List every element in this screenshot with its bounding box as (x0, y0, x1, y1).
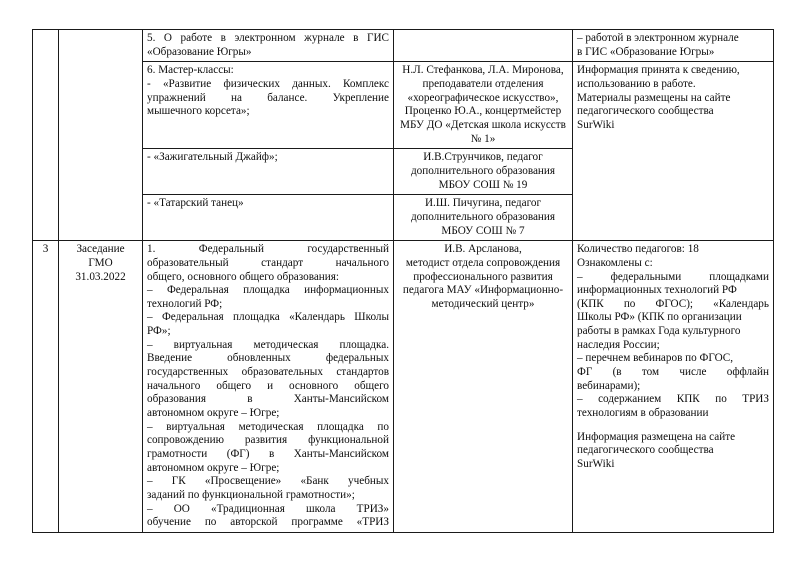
result-line: Количество педагогов: 18 (577, 243, 699, 256)
speaker-line: методист отдела сопровождения (405, 256, 561, 269)
result-line: Информация размещена на сайте (577, 430, 736, 443)
result-line: технологиям в образовании (577, 407, 709, 420)
table-row (33, 241, 774, 533)
topic-line: мышечного корсета»; (147, 105, 250, 118)
speaker-line: Проценко Ю.А., концертмейстер (404, 105, 562, 118)
row-speaker-cell (394, 195, 573, 241)
speaker-line: № 1» (470, 132, 496, 145)
row-result-cell (573, 62, 774, 241)
speaker-line: дополнительного образования (410, 164, 556, 177)
speaker-line: И.Ш. Пичугина, педагог (424, 197, 542, 210)
topic-line: обучение по авторской программе «ТРИЗ (147, 516, 389, 529)
result-line: работы в рамках Года культурного (577, 325, 741, 338)
result-line: Школы РФ» (КПК по организации (577, 311, 742, 324)
topic-line: - «Зажигательный Джайф»; (147, 151, 278, 164)
row-topic-cell (143, 62, 394, 149)
result-line: использованию в работе. (577, 77, 696, 90)
table-row (33, 62, 774, 149)
speaker-line: методический центр» (431, 297, 535, 310)
topic-line: общего, основного общего образования: (147, 270, 340, 283)
topic-line: автономном округе – Югре; (147, 461, 280, 474)
speaker-line: МБОУ СОШ № 7 (441, 224, 525, 237)
result-line: педагогического сообщества (577, 105, 714, 118)
topic-line: 1. Федеральный государственный (147, 243, 389, 256)
topic-line: – Федеральная площадка информационных (147, 284, 389, 297)
topic-line: Введение обновленных федеральных (147, 352, 389, 365)
row-speaker-cell (394, 149, 573, 195)
topic-line: 5. О работе в электронном журнале в ГИС (147, 32, 389, 44)
topic-line: образовательный стандарт начального (147, 256, 389, 269)
result-line: ФГ (в том числе оффлайн (577, 366, 769, 379)
date-line: Заседание ГМО (76, 243, 125, 269)
topic-line: автономном округе – Югре; (147, 407, 280, 420)
topic-line: - «Татарский танец» (147, 197, 244, 210)
topic-line: – ОО «Традиционная школа ТРИЗ» (147, 502, 389, 515)
speaker-line: МБОУ СОШ № 19 (438, 178, 528, 191)
row-topic-cell (143, 195, 394, 241)
result-blank-line (577, 421, 769, 431)
result-line: информационных технологий РФ (577, 284, 737, 297)
result-line: SurWiki (577, 458, 615, 471)
speaker-line: И.В.Струнчиков, педагог (423, 151, 543, 164)
row-topic-cell (143, 149, 394, 195)
result-line: (КПК по ФГОС); «Календарь (577, 297, 769, 310)
topic-line: упражнений на балансе. Укрепление (147, 91, 389, 104)
topic-line: – Федеральная площадка «Календарь Школы (147, 311, 389, 324)
speaker-line: дополнительного образования (410, 210, 556, 223)
row-speaker-cell (394, 62, 573, 149)
result-line: в ГИС «Образование Югры» (577, 45, 715, 58)
row-topic-cell (143, 241, 394, 533)
topic-line: – ГК «Просвещение» «Банк учебных (147, 475, 389, 488)
row-result-cell (573, 241, 774, 533)
result-line: – федеральными площадками (577, 270, 769, 283)
topic-line: «Образование Югры» (147, 45, 252, 58)
row-result-cell (573, 30, 774, 62)
speaker-line: МБУ ДО «Детская школа искусств (400, 118, 566, 131)
protocol-table (32, 29, 774, 533)
result-line: – содержанием КПК по ТРИЗ (577, 393, 769, 406)
topic-line: – виртуальная методическая площадка. (147, 338, 389, 351)
speaker-line: Н.Л. Стефанкова, Л.А. Миронова, (402, 64, 564, 77)
topic-line: государственных образовательных стандартов (147, 366, 389, 379)
result-line: – работой в электронном журнале (577, 32, 739, 44)
topic-line: - «Развитие физических данных. Комплекс (147, 77, 389, 90)
topic-line: 6. Мастер-классы: (147, 64, 234, 77)
row-speaker-cell (394, 30, 573, 62)
topic-line: образования в Ханты-Мансийском (147, 393, 389, 406)
row-speaker-cell (394, 241, 573, 533)
speaker-line: «хореографическое искусство», (407, 91, 559, 104)
result-line: наследия России; (577, 338, 660, 351)
speaker-line: профессионального развития (413, 270, 553, 283)
topic-line: РФ»; (147, 325, 171, 338)
row-number-cell: 3 (33, 241, 59, 533)
result-line: – перечнем вебинаров по ФГОС, (577, 352, 734, 365)
result-line: Информация принята к сведению, (577, 64, 740, 77)
row-topic-cell (143, 30, 394, 62)
result-line: Ознакомлены с: (577, 256, 653, 269)
result-line: педагогического сообщества (577, 444, 714, 457)
date-line: 31.03.2022 (75, 270, 126, 283)
row-date-cell (59, 241, 143, 533)
result-line: вебинарами); (577, 379, 641, 392)
topic-line: грамотности (ФГ) в Ханты-Мансийском (147, 448, 389, 461)
result-line: SurWiki (577, 118, 615, 131)
speaker-line: преподаватели отделения (422, 77, 544, 90)
result-line: Материалы размещены на сайте (577, 91, 731, 104)
speaker-line: И.В. Арсланова, (444, 243, 522, 256)
table-row (33, 30, 774, 62)
row-date-cell (59, 30, 143, 241)
topic-line: заданий по функциональной грамотности»; (147, 489, 355, 501)
topic-line: технологий РФ; (147, 297, 223, 310)
topic-line: начального общего и основного общего (147, 379, 389, 392)
row-number-cell (33, 30, 59, 241)
topic-line: – виртуальная методическая площадка по (147, 420, 389, 433)
speaker-line: педагога МАУ «Информационно- (402, 284, 564, 297)
topic-line: сопровождению развития функциональной (147, 434, 389, 447)
